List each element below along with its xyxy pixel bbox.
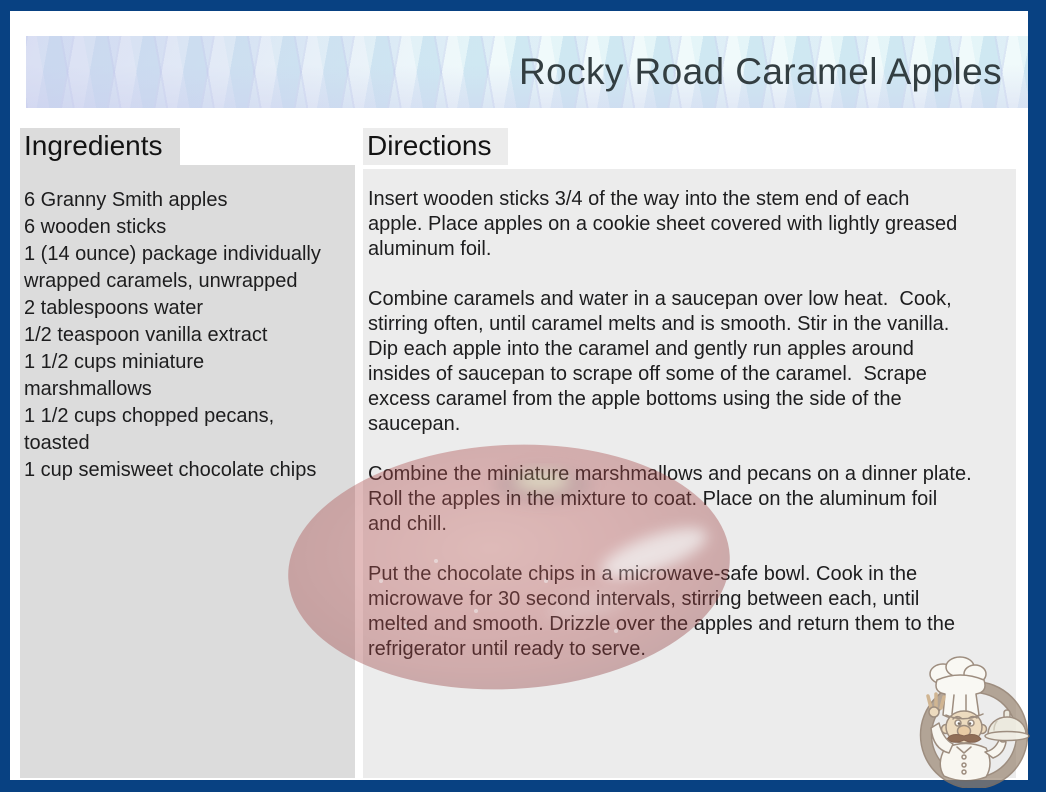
directions-line: microwave for 30 second intervals, stirring between each, until <box>368 588 920 610</box>
directions-line: stirring often, until caramel melts and is smooth. Stir in the vanilla. <box>368 313 950 335</box>
ingredients-list <box>24 187 328 484</box>
ingredients-heading: Ingredients <box>20 128 180 165</box>
page-body <box>10 11 1028 780</box>
directions-line: saucepan. <box>368 413 461 435</box>
directions-line: refrigerator until ready to serve. <box>368 638 646 660</box>
directions-line: Combine the miniature marshmallows and pecans on a dinner plate. <box>368 463 972 485</box>
ingredients-section <box>20 128 355 778</box>
page-title: Rocky Road Caramel Apples <box>519 51 1002 92</box>
directions-paragraph <box>368 187 998 262</box>
ingredient-item: 2 tablespoons water <box>24 297 204 319</box>
directions-section <box>363 128 1016 778</box>
ingredient-item: 1/2 teaspoon vanilla extract <box>24 324 268 346</box>
ingredient-item: 1 1/2 cups miniature marshmallows <box>24 351 205 400</box>
directions-line: apple. Place apples on a cookie sheet covered with lightly greased <box>368 213 958 235</box>
ingredient-item: 6 Granny Smith apples <box>24 189 228 211</box>
directions-line: Insert wooden sticks 3/4 of the way into the stem end of each <box>368 188 910 210</box>
directions-line: Dip each apple into the caramel and gently run apples around <box>368 338 914 360</box>
directions-paragraph <box>368 462 998 537</box>
ingredient-item: 1 1/2 cups chopped pecans, toasted <box>24 405 275 454</box>
directions-line: melted and smooth. Drizzle over the apples and return them to the <box>368 613 955 635</box>
directions-heading: Directions <box>363 128 508 165</box>
directions-line: excess caramel from the apple bottoms using the side of the <box>368 388 902 410</box>
ingredient-item: 1 (14 ounce) package individually wrapped caramels, unwrapped <box>24 243 321 292</box>
directions-line: aluminum foil. <box>368 238 492 260</box>
directions-paragraph <box>368 287 998 437</box>
directions-paragraph <box>368 562 998 662</box>
ingredient-item: 1 cup semisweet chocolate chips <box>24 459 317 481</box>
directions-line: Roll the apples in the mixture to coat. Place on the aluminum foil <box>368 488 938 510</box>
ingredient-item: 6 wooden sticks <box>24 216 167 238</box>
directions-line: insides of saucepan to scrape off some of the caramel. Scrape <box>368 363 927 385</box>
directions-line: and chill. <box>368 513 447 535</box>
directions-line: Combine caramels and water in a saucepan over low heat. Cook, <box>368 288 952 310</box>
directions-panel <box>363 169 1016 778</box>
directions-paragraphs <box>368 187 998 662</box>
title-banner <box>26 36 1028 108</box>
ingredients-panel <box>20 165 355 778</box>
directions-line: Put the chocolate chips in a microwave-safe bowl. Cook in the <box>368 563 918 585</box>
